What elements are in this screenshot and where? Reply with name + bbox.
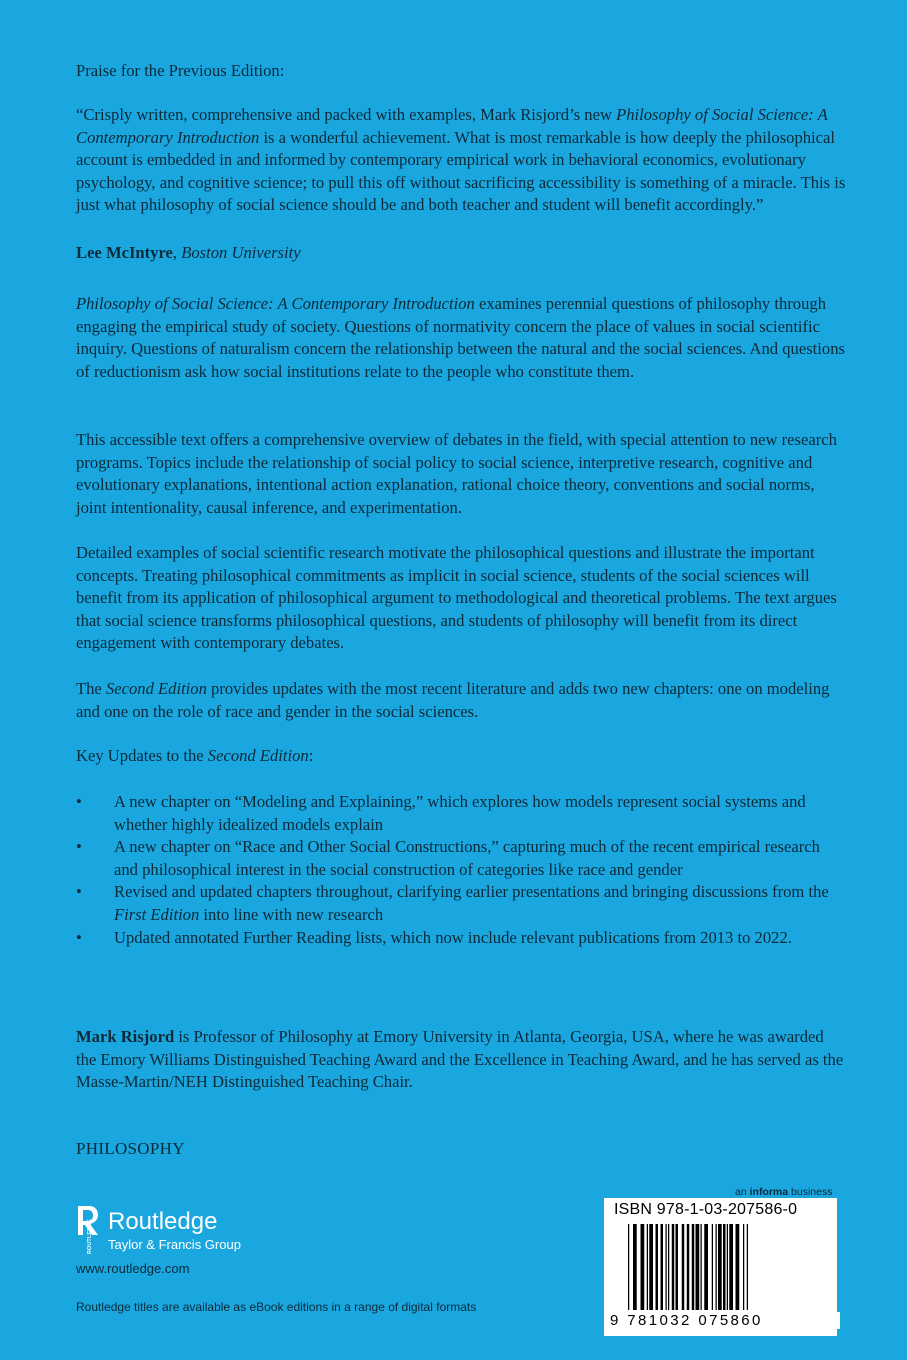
barcode-bar <box>712 1224 713 1310</box>
bullet-icon: • <box>76 927 82 947</box>
routledge-r-icon <box>74 1204 100 1256</box>
bullet-icon: • <box>76 882 82 902</box>
list-item: • A new chapter on “Modeling and Explaining,” which explores how models represent social systems and whether highly idealized models explain <box>76 792 806 834</box>
author-bio: Mark Risjord is Professor of Philosophy at Emory University in Atlanta, Georgia, USA, where he was awarded the Emory Williams Distinguished Teaching Award and the Excellence in Teaching Award, and he has served as the Masse-Martin/NEH Distinguished Teaching Chair. <box>76 1027 844 1092</box>
publisher-group: Taylor & Francis Group <box>108 1237 241 1252</box>
description-paragraph-1: Philosophy of Social Science: A Contemporary Introduction examines perennial questions of philosophy through engaging the empirical study of society. Questions of normativity concern the place of values in social scientific inquiry. Questions of naturalism concern the relationship between the natural and the social sciences. And questions of reductionism ask how social institutions relate to the people who constitute them. <box>76 294 845 381</box>
barcode-bar <box>666 1224 667 1310</box>
barcode-bar <box>701 1224 702 1310</box>
attribution-name: Lee McIntyre <box>76 243 173 262</box>
barcode-bar <box>696 1224 700 1310</box>
barcode-bar <box>661 1224 664 1310</box>
barcode-bar <box>747 1224 748 1310</box>
description-paragraph-4: The Second Edition provides updates with the most recent literature and adds two new chapters: one on modeling and one on the role of race and gender in the social sciences. <box>76 679 830 721</box>
barcode-bar <box>687 1224 690 1310</box>
barcode-bar <box>723 1224 726 1310</box>
author-name: Mark Risjord <box>76 1027 175 1046</box>
publisher-website-link[interactable]: www.routledge.com <box>76 1261 190 1276</box>
barcode-bar <box>743 1224 744 1310</box>
barcode-bar <box>656 1224 659 1310</box>
subject-category: PHILOSOPHY <box>76 1139 185 1158</box>
barcode-bars <box>620 1224 826 1322</box>
barcode-bar <box>641 1224 645 1310</box>
list-item: • Revised and updated chapters throughout, clarifying earlier presentations and bringing discussions from the First Edition into line with new research <box>76 882 829 924</box>
informa-tagline: an informa business <box>735 1186 833 1198</box>
barcode-bar <box>692 1224 695 1310</box>
barcode-bar <box>672 1224 675 1310</box>
barcode-bar <box>729 1224 733 1310</box>
bullet-icon: • <box>76 792 82 811</box>
description-paragraph-2: This accessible text offers a comprehensive overview of debates in the field, with special attention to new research programs. Topics include the relationship of social policy to social science, interpretive research, cognitive and evolutionary explanations, intentional action explanation, rational choice theory, conventions and social norms, joint intentionality, causal inference, and experimentation. <box>76 430 837 517</box>
barcode-bar <box>718 1224 722 1310</box>
key-updates-list <box>76 791 846 949</box>
barcode-bar <box>704 1224 708 1310</box>
routledge-logo <box>74 1204 274 1256</box>
key-updates-heading: Key Updates to the Second Edition: <box>76 746 314 765</box>
attribution-affiliation: Boston University <box>181 243 301 262</box>
praise-heading: Praise for the Previous Edition: <box>76 61 285 80</box>
list-item: • A new chapter on “Race and Other Social Constructions,” capturing much of the recent empirical research and philosophical interest in the social construction of categories like race and gender <box>76 837 820 879</box>
svg-text:ROUTLEDGE: ROUTLEDGE <box>87 1218 93 1254</box>
barcode-number: 9 781032 075860 <box>606 1312 840 1329</box>
barcode-bar <box>668 1224 669 1310</box>
barcode-bar <box>682 1224 685 1310</box>
list-item: • Updated annotated Further Reading lists, which now include relevant publications from 2013 to 2022. <box>76 927 846 950</box>
barcode-bar <box>633 1224 637 1310</box>
barcode-bar <box>736 1224 740 1310</box>
description-paragraph-3: Detailed examples of social scientific research motivate the philosophical questions and illustrate the important concepts. Treating philosophical commitments as implicit in social science, students of the social sciences will benefit from its application of philosophical argument to methodological and theoretical problems. The text argues that social science transforms philosophical questions, and students of philosophy will benefit from its direct engagement with contemporary debates. <box>76 543 837 653</box>
barcode-bar <box>649 1224 653 1310</box>
praise-quote: “Crisply written, comprehensive and packed with examples, Mark Risjord’s new Philosophy of Social Science: A Contemporary Introduction is a wonderful achievement. What is most remarkable is how deeply the philosophical account is embedded in and informed by contemporary empirical work in behavioral economics, evolutionary psychology, and cognitive science; to pull this off without sacrificing accessibility is something of a miracle. This is just what philosophy of social science should be and both teacher and student will benefit accordingly.” <box>76 105 846 215</box>
barcode-bar <box>716 1224 717 1310</box>
publisher-name: Routledge <box>108 1208 218 1235</box>
barcode-bar <box>647 1224 648 1310</box>
barcode-bar <box>676 1224 679 1310</box>
isbn-label: ISBN 978-1-03-207586-0 <box>614 1201 798 1218</box>
quote-attribution: Lee McIntyre, Boston University <box>76 243 301 262</box>
bullet-icon: • <box>76 837 82 857</box>
barcode-bar <box>727 1224 728 1310</box>
ebook-note: Routledge titles are available as eBook editions in a range of digital formats <box>76 1300 477 1314</box>
barcode-bar <box>628 1224 629 1310</box>
